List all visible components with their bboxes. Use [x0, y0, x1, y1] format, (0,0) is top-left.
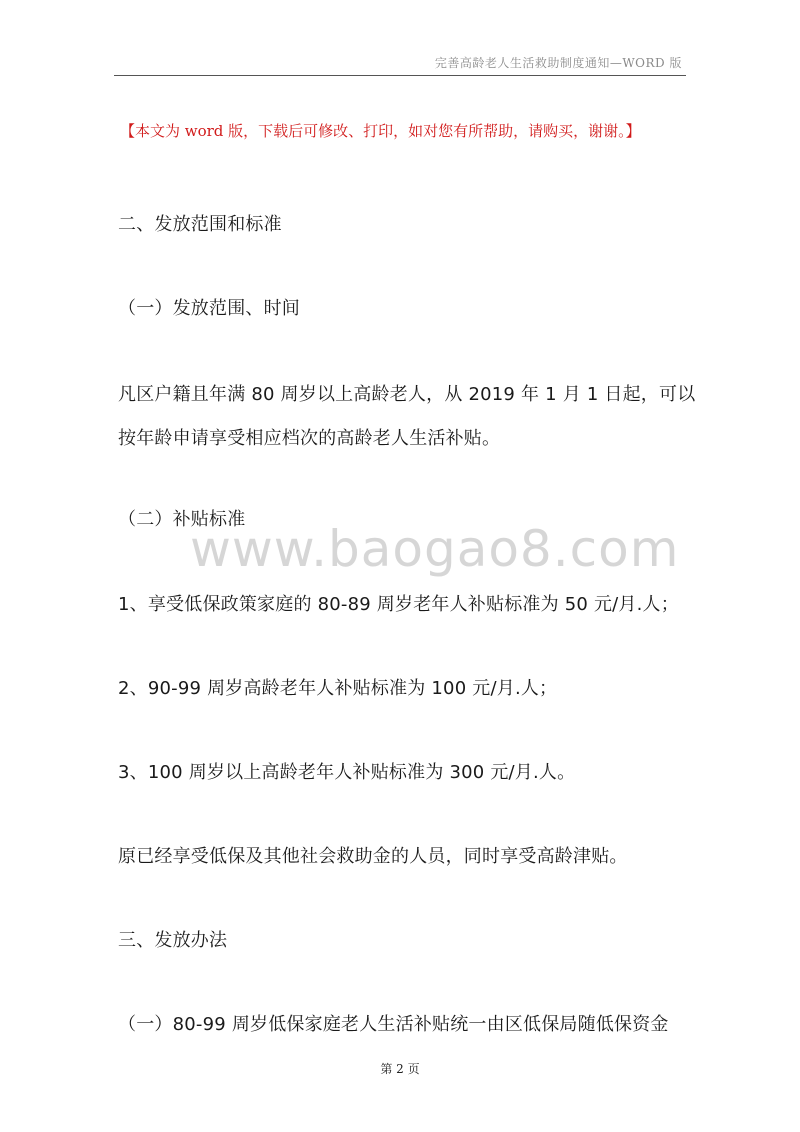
- watermark: www.baogao8.com: [190, 520, 680, 578]
- paragraph-2: 原已经享受低保及其他社会救助金的人员，同时享受高龄津贴。: [118, 846, 628, 867]
- header-divider: [114, 75, 686, 76]
- header-title: 完善高龄老人生活救助制度通知—WORD 版: [434, 56, 682, 70]
- list-item-2: 2、90-99 周岁高龄老年人补贴标准为 100 元/月.人；: [118, 678, 558, 699]
- list-item-3: 3、100 周岁以上高龄老年人补贴标准为 300 元/月.人。: [118, 762, 576, 783]
- page-number: 第 2 页: [380, 1062, 420, 1076]
- section-heading-3: 三、发放办法: [118, 930, 228, 951]
- section-heading-2: 二、发放范围和标准: [118, 214, 282, 235]
- paragraph-1-line-1: 凡区户籍且年满 80 周岁以上高龄老人，从 2019 年 1 月 1 日起，可以: [118, 384, 696, 405]
- paragraph-3-line-1: （一）80-99 周岁低保家庭老人生活补贴统一由区低保局随低保资金: [118, 1014, 669, 1035]
- paragraph-1-line-2: 按年龄申请享受相应档次的高龄老人生活补贴。: [118, 428, 501, 449]
- purchase-notice: 【本文为 word 版，下载后可修改、打印，如对您有所帮助，请购买，谢谢。】: [120, 122, 641, 140]
- subsection-heading-2: （二）补贴标准: [118, 509, 246, 530]
- list-item-1: 1、享受低保政策家庭的 80-89 周岁老年人补贴标准为 50 元/月.人；: [118, 594, 679, 615]
- subsection-heading-1: （一）发放范围、时间: [118, 298, 300, 319]
